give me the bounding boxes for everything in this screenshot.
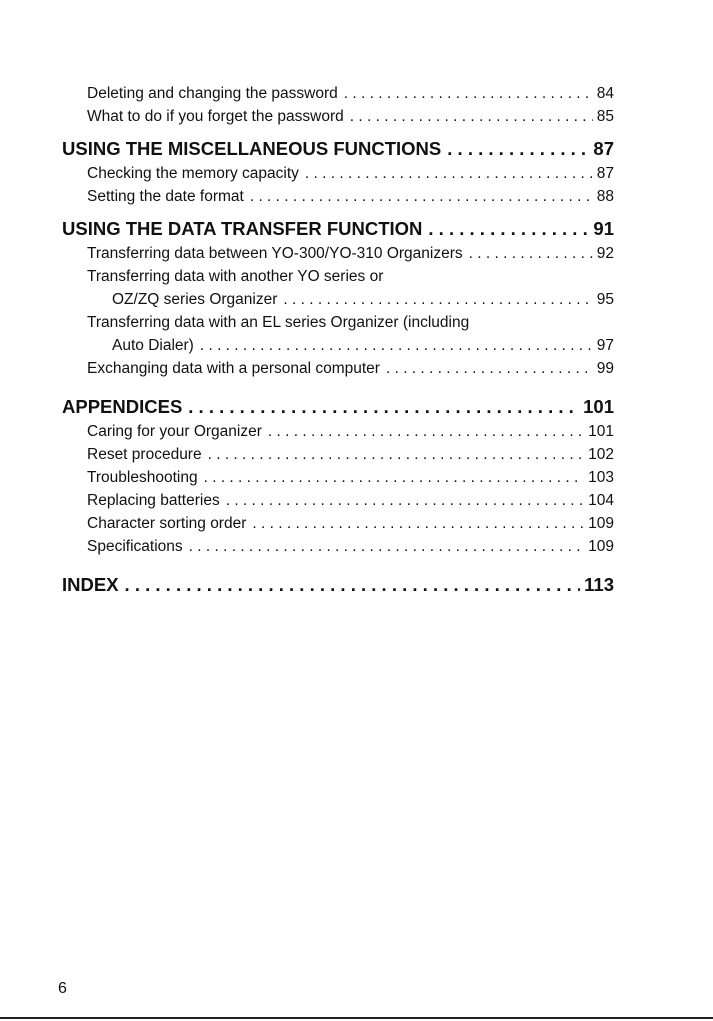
toc-leader-dots — [268, 420, 584, 443]
toc-chapter-title: USING THE MISCELLANEOUS FUNCTIONS — [62, 138, 442, 159]
toc-leader-dots — [283, 288, 592, 311]
toc-leader-dots — [386, 357, 593, 380]
toc-chapter-title: APPENDICES — [62, 396, 183, 417]
toc-entry-first-line — [62, 265, 614, 288]
toc-entry — [62, 357, 614, 380]
toc-leader-dots — [200, 334, 593, 357]
toc-leader-dots — [208, 443, 585, 466]
toc-entry-page: 92 — [596, 245, 614, 262]
toc-entry-title: Reset procedure — [87, 446, 202, 463]
toc-entry-page: 99 — [596, 360, 614, 377]
table-of-contents — [62, 82, 614, 598]
toc-entry-page: 104 — [588, 492, 614, 509]
toc-entry — [62, 489, 614, 512]
toc-leader-dots — [188, 394, 579, 420]
toc-leader-dots — [344, 82, 593, 105]
toc-entry-page: 87 — [596, 165, 614, 182]
toc-entry-title: What to do if you forget the password — [87, 108, 344, 125]
toc-leader-dots — [252, 512, 584, 535]
toc-entry-title: Transferring data with an EL series Organizer (including — [87, 314, 470, 331]
toc-entry-title: Character sorting order — [87, 515, 247, 532]
toc-entry — [62, 535, 614, 558]
toc-entry-page: 97 — [596, 337, 614, 354]
toc-entry-title: Caring for your Organizer — [87, 423, 262, 440]
toc-entry-title: Checking the memory capacity — [87, 165, 299, 182]
toc-entry-page: 101 — [588, 423, 614, 440]
toc-leader-dots — [226, 489, 584, 512]
toc-entry-title: OZ/ZQ series Organizer — [112, 291, 278, 308]
toc-entry — [62, 420, 614, 443]
toc-leader-dots — [125, 572, 581, 598]
toc-chapter-heading — [62, 394, 614, 420]
toc-entry-continuation — [62, 288, 614, 311]
toc-entry — [62, 443, 614, 466]
toc-entry-title: Setting the date format — [87, 188, 244, 205]
toc-chapter-heading — [62, 572, 614, 598]
toc-entry-page: 88 — [596, 188, 614, 205]
toc-entry — [62, 512, 614, 535]
toc-entry — [62, 185, 614, 208]
toc-entry-title: Specifications — [87, 538, 183, 555]
toc-entry-page: 95 — [596, 291, 614, 308]
toc-entry — [62, 82, 614, 105]
toc-chapter-heading — [62, 136, 614, 162]
toc-leader-dots — [447, 136, 589, 162]
toc-entry-title: Deleting and changing the password — [87, 85, 338, 102]
toc-leader-dots — [189, 535, 584, 558]
toc-entry-title: Transferring data between YO-300/YO-310 Organizers — [87, 245, 463, 262]
toc-entry — [62, 242, 614, 265]
toc-leader-dots — [428, 216, 589, 242]
toc-chapter-page: 113 — [584, 574, 614, 595]
toc-chapter-page: 101 — [583, 396, 614, 417]
toc-leader-dots — [469, 242, 593, 265]
bottom-rule — [0, 1017, 713, 1019]
toc-entry-page: 85 — [596, 108, 614, 125]
toc-entry-page: 84 — [596, 85, 614, 102]
toc-entry-continuation — [62, 334, 614, 357]
toc-chapter-title: INDEX — [62, 574, 119, 595]
toc-leader-dots — [204, 466, 585, 489]
toc-entry-title: Auto Dialer) — [112, 337, 194, 354]
toc-entry-title: Replacing batteries — [87, 492, 220, 509]
toc-entry-title: Transferring data with another YO series or — [87, 268, 384, 285]
page-number: 6 — [58, 980, 67, 997]
toc-entry-title: Troubleshooting — [87, 469, 198, 486]
toc-entry-first-line — [62, 311, 614, 334]
toc-entry — [62, 466, 614, 489]
toc-leader-dots — [250, 185, 593, 208]
toc-entry-page: 102 — [588, 446, 614, 463]
toc-chapter-page: 87 — [593, 138, 614, 159]
toc-leader-dots — [305, 162, 593, 185]
toc-entry-page: 109 — [588, 538, 614, 555]
toc-entry — [62, 162, 614, 185]
toc-chapter-heading — [62, 216, 614, 242]
toc-entry-page: 103 — [588, 469, 614, 486]
toc-leader-dots — [350, 105, 593, 128]
toc-chapter-page: 91 — [593, 218, 614, 239]
toc-entry-page: 109 — [588, 515, 614, 532]
toc-entry — [62, 105, 614, 128]
toc-entry-title: Exchanging data with a personal computer — [87, 360, 380, 377]
toc-chapter-title: USING THE DATA TRANSFER FUNCTION — [62, 218, 423, 239]
